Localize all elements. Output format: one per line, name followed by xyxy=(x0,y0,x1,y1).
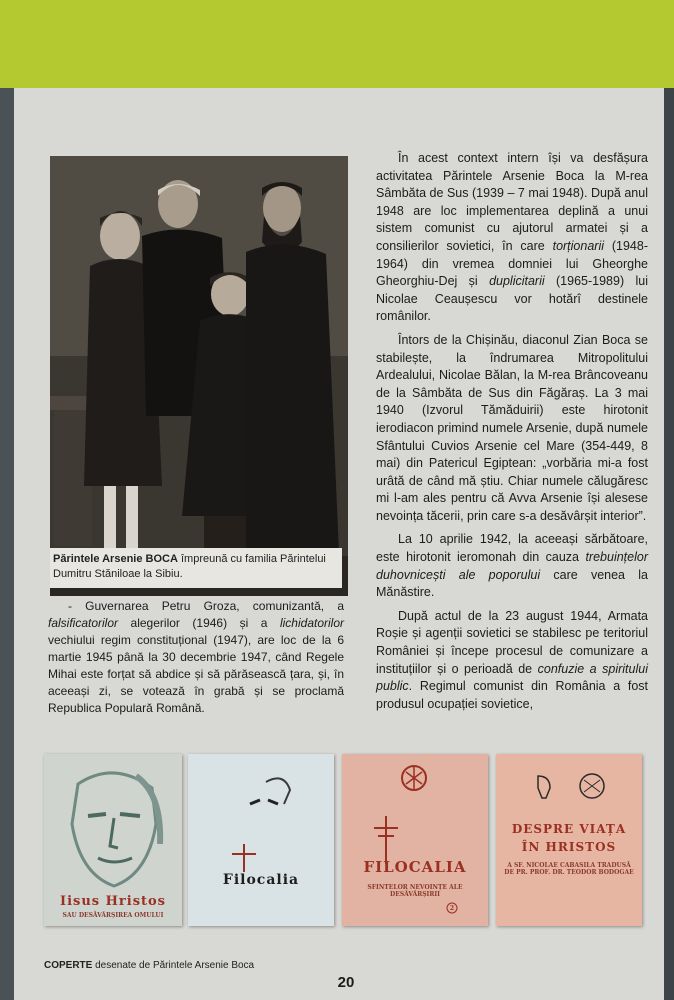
cover-iisus-hristos xyxy=(44,754,182,926)
text-run: În acest context intern își va desfășura activitatea Părintele Arsenie Boca la M-rea Sâmbăta de Sus (1939 – 7 mai 1948). După anul 1948 are loc implementarea deplină a unui sistem comunist cu ajutorul armatei și a consilierilor sovietici, în care xyxy=(376,151,648,253)
italic-run: falsificatorilor xyxy=(48,616,119,630)
cover-volume: 2 xyxy=(449,905,455,912)
magazine-page xyxy=(14,88,664,1000)
covers-caption xyxy=(44,960,254,971)
text-run: După actul de la 23 august 1944, Armata Roșie și agenții sovietici se stabilesc pe teritoriul României și începe procesul de comunizare a instituțiilor și o perioadă de xyxy=(376,608,648,676)
italic-run: duplicitarii xyxy=(489,274,545,289)
text-run: (1948-1964) din vremea domniei lui Gheorghe Gheorghiu-Dej și xyxy=(376,238,648,289)
italic-run: confuzie a spiritului public xyxy=(376,661,648,694)
text-run: La 10 aprilie 1942, la aceeași sărbătoare, este hirotonit ieromonah din cauza xyxy=(376,532,648,565)
photo-illustration xyxy=(50,156,348,596)
cover-title-line-1: DESPRE VIAȚA xyxy=(511,822,627,836)
italic-run: trebuințelor duhovnicești ale poporului xyxy=(376,550,648,582)
cover-title-line-2: ÎN HRISTOS xyxy=(521,840,617,854)
covers-caption-text: desenate de Părintele Arsenie Boca xyxy=(92,960,255,971)
text-run: alegerilor (1946) și a xyxy=(118,616,280,630)
cover-title: Iisus Hristos xyxy=(59,894,167,909)
cover-filocalia xyxy=(188,754,334,926)
cover-ornament xyxy=(342,754,488,926)
cover-subtitle: SAU DESĂVÂRȘIREA OMULUI xyxy=(62,912,164,919)
cover-despre-viata xyxy=(496,754,642,926)
text-run: - Guvernarea Petru Groza, comunizantă, a xyxy=(68,599,344,613)
paragraph-3 xyxy=(376,531,648,601)
paragraph-2: Întors de la Chișinău, diaconul Zian Boca se stabilește, la îndrumarea Mitropolitului Ardealului, Nicolae Bălan, la M-rea Brâncoveanu de la Sâmbăta de Sus din Făgăraș. La 3 mai 1940 (Izvorul Tămăduirii) este hirotonit ierodiacon primind numele Arsenie, după numele Sfântului Cuvios Arsenie cel Mare (354-449, 8 mai) din Patericul Egiptean: „vorbăria mi-a fost urâtă de când mă știu. Chiar numele călugăresc mi l-am ales pentru că Avva Arsenie își alesese nevoința tăcerii, prin care s-a desăvârșit interior”. xyxy=(376,332,648,523)
caption-text: împreună cu familia Părintelui Dumitru Stăniloae la Sibiu. xyxy=(53,553,326,580)
top-color-band xyxy=(0,0,674,88)
right-column xyxy=(376,150,648,713)
page-edge xyxy=(664,88,674,1000)
text-run: care venea la Mănăstire. xyxy=(376,567,648,600)
text-run: (1965-1989) lui Nicolae Ceaușescu vor hotărî destinele românilor. xyxy=(376,274,649,324)
italic-run: lichidatorilor xyxy=(279,616,344,630)
cover-ornament xyxy=(188,754,334,926)
covers-caption-bold: COPERTE xyxy=(44,960,93,971)
text-run: vechiului regim constituțional (1947), are loc de la 6 martie 1945 până la 30 decembrie 1947, când Regele Mihai este forțat să abdice și să părăsească țara, și, în aceeași zi, se votează în grabă și se proclamă Republica Populară Română. xyxy=(48,633,344,715)
cover-title: FILOCALIA xyxy=(363,858,467,876)
cover-filocalia-2 xyxy=(342,754,488,926)
caption-bold: Părintele Arsenie BOCA xyxy=(53,553,178,565)
photo-caption xyxy=(50,548,342,588)
cover-subtitle: SFINTELOR NEVOINȚE ALE DESĂVÂRȘIRII xyxy=(367,884,463,898)
italic-run: torționarii xyxy=(552,238,605,253)
left-paragraph xyxy=(48,598,344,717)
paragraph-4 xyxy=(376,608,648,714)
page-number: 20 xyxy=(337,974,355,991)
text-run: . Regimul comunist din România a fost produsul ocupației sovietice, xyxy=(376,679,648,711)
family-photo xyxy=(50,156,348,596)
cover-title: Filocalia xyxy=(222,872,300,888)
cover-subtitle: A SF. NICOLAE CABASILA TRADUSĂ DE PR. PROF. DR. TEODOR BODOGAE xyxy=(504,862,634,876)
paragraph-1 xyxy=(376,150,648,326)
left-column xyxy=(48,598,344,717)
